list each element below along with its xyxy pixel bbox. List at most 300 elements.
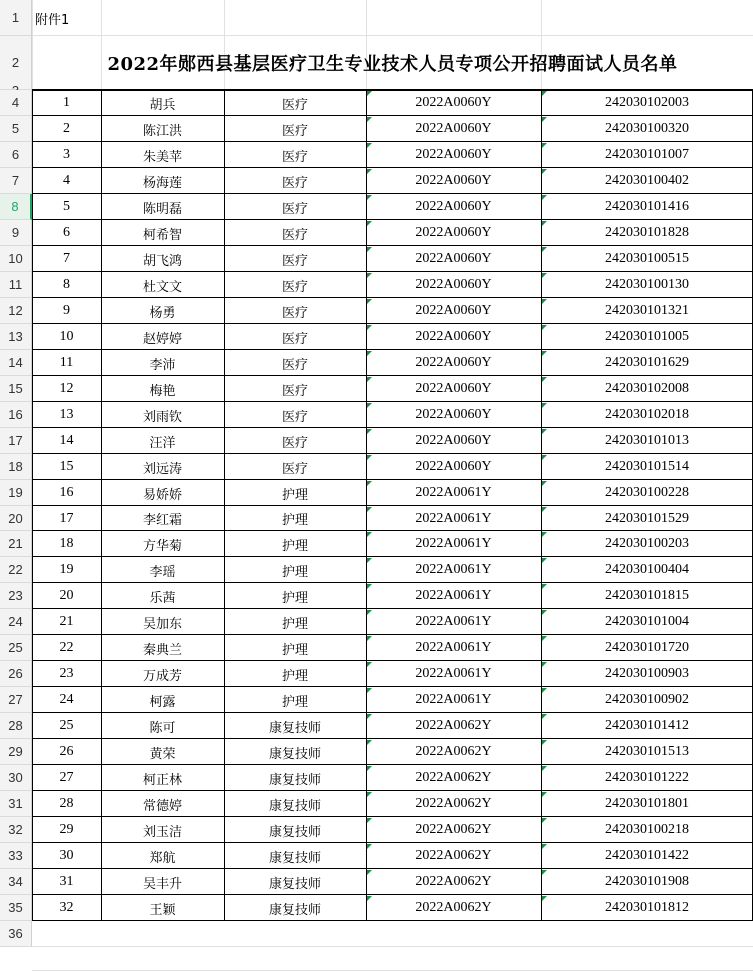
cell-indicator-icon bbox=[367, 896, 372, 901]
table-cell[interactable]: 2022A0062Y bbox=[415, 848, 492, 863]
row-header[interactable]: 10 bbox=[0, 246, 32, 272]
table-cell[interactable]: 242030101801 bbox=[605, 796, 689, 811]
cell-indicator-icon bbox=[367, 584, 372, 589]
table-cell[interactable]: 乐茜 bbox=[149, 590, 176, 606]
table-cell[interactable]: 护理 bbox=[281, 590, 308, 606]
table-cell[interactable]: 梅艳 bbox=[149, 383, 176, 399]
table-cell[interactable]: 王颖 bbox=[149, 902, 176, 918]
table-cell[interactable]: 2022A0061Y bbox=[415, 588, 492, 603]
table-cell[interactable]: 242030100404 bbox=[605, 562, 689, 577]
row-header[interactable]: 18 bbox=[0, 454, 32, 480]
table-cell[interactable]: 2022A0061Y bbox=[415, 666, 492, 681]
cell-indicator-icon bbox=[367, 481, 372, 486]
table-cell[interactable]: 5 bbox=[63, 199, 70, 214]
table-cell[interactable]: 康复技师 bbox=[268, 772, 321, 788]
table-border-vertical bbox=[224, 90, 225, 921]
row-header[interactable]: 27 bbox=[0, 687, 32, 713]
table-cell[interactable]: 242030100203 bbox=[605, 536, 689, 551]
table-cell[interactable]: 2022A0060Y bbox=[415, 303, 492, 318]
table-cell[interactable]: 32 bbox=[59, 900, 74, 915]
table-border-horizontal bbox=[32, 764, 753, 765]
table-border-vertical bbox=[101, 90, 102, 921]
table-cell[interactable]: 2022A0061Y bbox=[415, 536, 492, 551]
gridline-horizontal bbox=[32, 946, 753, 947]
table-cell[interactable]: 护理 bbox=[281, 487, 308, 503]
table-cell[interactable]: 医疗 bbox=[281, 435, 308, 451]
table-border-horizontal bbox=[32, 556, 753, 557]
cell-indicator-icon bbox=[542, 117, 547, 122]
cell-indicator-icon bbox=[367, 143, 372, 148]
cell-indicator-icon bbox=[542, 273, 547, 278]
table-cell[interactable]: 刘远涛 bbox=[142, 461, 182, 477]
table-cell[interactable]: 2022A0060Y bbox=[415, 277, 492, 292]
row-header[interactable]: 11 bbox=[0, 272, 32, 298]
table-border-horizontal bbox=[32, 349, 753, 350]
table-cell[interactable]: 2022A0062Y bbox=[415, 822, 492, 837]
cell-indicator-icon bbox=[542, 688, 547, 693]
table-cell[interactable]: 28 bbox=[59, 796, 74, 811]
cell-indicator-icon bbox=[542, 195, 547, 200]
cell-indicator-icon bbox=[367, 507, 372, 512]
row-header[interactable]: 12 bbox=[0, 298, 32, 324]
table-cell[interactable]: 医疗 bbox=[281, 357, 308, 373]
cell-indicator-icon bbox=[367, 818, 372, 823]
cell-indicator-icon bbox=[542, 740, 547, 745]
table-border-horizontal bbox=[32, 660, 753, 661]
table-cell[interactable]: 李瑶 bbox=[149, 564, 176, 580]
table-border-horizontal bbox=[32, 505, 753, 506]
row-header[interactable]: 19 bbox=[0, 480, 32, 506]
table-border-horizontal bbox=[32, 297, 753, 298]
table-cell[interactable]: 27 bbox=[59, 770, 74, 785]
table-border-horizontal bbox=[32, 401, 753, 402]
table-cell[interactable]: 11 bbox=[59, 355, 74, 370]
cell-indicator-icon bbox=[367, 299, 372, 304]
table-cell[interactable]: 26 bbox=[59, 744, 74, 759]
table-cell[interactable]: 护理 bbox=[281, 642, 308, 658]
table-cell[interactable]: 2022A0062Y bbox=[415, 796, 492, 811]
row-header[interactable]: 8 bbox=[0, 194, 32, 220]
table-cell[interactable]: 医疗 bbox=[281, 123, 308, 139]
table-cell[interactable]: 2022A0061Y bbox=[415, 562, 492, 577]
row-header[interactable]: 21 bbox=[0, 531, 32, 557]
table-border-horizontal bbox=[32, 868, 753, 869]
table-cell[interactable]: 242030101908 bbox=[605, 874, 689, 889]
table-cell[interactable]: 1 bbox=[63, 95, 70, 110]
row-header[interactable]: 1 bbox=[0, 0, 32, 36]
row-header[interactable]: 30 bbox=[0, 765, 32, 791]
table-cell[interactable]: 2022A0061Y bbox=[415, 485, 492, 500]
table-border-horizontal bbox=[32, 790, 753, 791]
table-cell[interactable]: 2022A0062Y bbox=[415, 718, 492, 733]
table-cell[interactable]: 黄荣 bbox=[149, 746, 176, 762]
cell-indicator-icon bbox=[367, 221, 372, 226]
table-cell[interactable]: 吴丰升 bbox=[142, 876, 182, 892]
table-cell[interactable]: 陈明磊 bbox=[142, 201, 182, 217]
table-cell[interactable]: 242030101007 bbox=[605, 147, 689, 162]
cell-indicator-icon bbox=[367, 740, 372, 745]
table-cell[interactable]: 万成芳 bbox=[142, 668, 182, 684]
row-header[interactable]: 33 bbox=[0, 843, 32, 869]
row-header[interactable]: 16 bbox=[0, 402, 32, 428]
table-cell[interactable]: 康复技师 bbox=[268, 720, 321, 736]
table-border-horizontal bbox=[32, 582, 753, 583]
cell-indicator-icon bbox=[542, 636, 547, 641]
table-cell[interactable]: 李红霜 bbox=[142, 513, 182, 528]
table-cell[interactable]: 刘雨钦 bbox=[142, 409, 182, 425]
table-cell[interactable]: 242030100218 bbox=[605, 822, 689, 837]
table-border-horizontal bbox=[32, 271, 753, 272]
table-cell[interactable]: 医疗 bbox=[281, 227, 308, 243]
row-header[interactable]: 35 bbox=[0, 895, 32, 921]
cell-indicator-icon bbox=[542, 403, 547, 408]
row-header[interactable]: 36 bbox=[0, 921, 32, 947]
cell-indicator-icon bbox=[367, 532, 372, 537]
row-header[interactable]: 26 bbox=[0, 661, 32, 687]
table-cell[interactable]: 康复技师 bbox=[268, 902, 321, 918]
cell-indicator-icon bbox=[542, 558, 547, 563]
row-header[interactable]: 28 bbox=[0, 713, 32, 739]
cell-indicator-icon bbox=[542, 455, 547, 460]
cell-indicator-icon bbox=[367, 844, 372, 849]
table-cell[interactable]: 杨海莲 bbox=[142, 175, 182, 191]
table-border-horizontal bbox=[32, 245, 753, 246]
table-cell[interactable]: 2022A0060Y bbox=[415, 251, 492, 266]
table-cell[interactable]: 10 bbox=[59, 329, 74, 344]
table-cell[interactable]: 18 bbox=[59, 536, 74, 551]
table-cell[interactable]: 2022A0060Y bbox=[415, 121, 492, 136]
cell-indicator-icon bbox=[542, 818, 547, 823]
table-border-vertical bbox=[32, 90, 33, 921]
table-cell[interactable]: 13 bbox=[59, 407, 74, 422]
cell-indicator-icon bbox=[367, 247, 372, 252]
table-cell[interactable]: 医疗 bbox=[281, 279, 308, 295]
cell-indicator-icon bbox=[542, 584, 547, 589]
table-cell[interactable]: 2022A0060Y bbox=[415, 433, 492, 448]
cell-indicator-icon bbox=[542, 507, 547, 512]
cell-indicator-icon bbox=[367, 662, 372, 667]
table-cell[interactable]: 医疗 bbox=[281, 97, 308, 113]
table-cell[interactable]: 19 bbox=[59, 562, 74, 577]
cell-indicator-icon bbox=[367, 91, 372, 96]
table-border-horizontal bbox=[32, 920, 753, 921]
table-border-horizontal bbox=[32, 219, 753, 220]
table-cell[interactable]: 2022A0060Y bbox=[415, 355, 492, 370]
table-cell[interactable]: 2022A0062Y bbox=[415, 900, 492, 915]
row-header[interactable]: 20 bbox=[0, 506, 32, 531]
cell-indicator-icon bbox=[367, 377, 372, 382]
table-cell[interactable]: 25 bbox=[59, 718, 74, 733]
table-cell[interactable]: 242030100903 bbox=[605, 666, 689, 681]
table-cell[interactable]: 242030101815 bbox=[605, 588, 689, 603]
table-cell[interactable]: 242030101005 bbox=[605, 329, 689, 344]
table-border-horizontal bbox=[32, 738, 753, 739]
table-cell[interactable]: 20 bbox=[59, 588, 74, 603]
table-border-horizontal bbox=[32, 894, 753, 895]
table-cell[interactable]: 31 bbox=[59, 874, 74, 889]
cell-indicator-icon bbox=[542, 429, 547, 434]
cell-indicator-icon bbox=[542, 896, 547, 901]
cell-indicator-icon bbox=[367, 195, 372, 200]
table-cell[interactable]: 242030100130 bbox=[605, 277, 689, 292]
table-cell[interactable]: 4 bbox=[63, 173, 70, 188]
table-cell[interactable]: 康复技师 bbox=[268, 850, 321, 866]
table-cell[interactable]: 242030101004 bbox=[605, 614, 689, 629]
table-cell[interactable]: 康复技师 bbox=[268, 798, 321, 814]
cell-indicator-icon bbox=[367, 117, 372, 122]
table-border-horizontal bbox=[32, 167, 753, 168]
table-border-horizontal bbox=[32, 530, 753, 531]
table-cell[interactable]: 242030101514 bbox=[605, 459, 689, 474]
cell-indicator-icon bbox=[367, 169, 372, 174]
row-header[interactable]: 31 bbox=[0, 791, 32, 817]
table-cell[interactable]: 9 bbox=[63, 303, 70, 318]
row-header[interactable]: 9 bbox=[0, 220, 32, 246]
table-cell[interactable]: 2022A0061Y bbox=[415, 640, 492, 655]
table-cell[interactable]: 医疗 bbox=[281, 305, 308, 321]
table-cell[interactable]: 赵婷婷 bbox=[142, 331, 182, 347]
table-border-horizontal bbox=[32, 323, 753, 324]
table-cell[interactable]: 2022A0060Y bbox=[415, 225, 492, 240]
cell-indicator-icon bbox=[542, 247, 547, 252]
table-cell[interactable]: 30 bbox=[59, 848, 74, 863]
table-cell[interactable]: 2022A0062Y bbox=[415, 874, 492, 889]
table-cell[interactable]: 242030101529 bbox=[605, 510, 689, 526]
cell-indicator-icon bbox=[367, 792, 372, 797]
table-cell[interactable]: 242030101720 bbox=[605, 640, 689, 655]
table-cell[interactable]: 2022A0060Y bbox=[415, 329, 492, 344]
table-border-horizontal bbox=[32, 816, 753, 817]
table-cell[interactable]: 2 bbox=[63, 121, 70, 136]
table-cell[interactable]: 李沛 bbox=[149, 357, 176, 373]
table-cell[interactable]: 17 bbox=[59, 510, 74, 526]
row-header[interactable]: 4 bbox=[0, 90, 32, 116]
table-cell[interactable]: 2022A0061Y bbox=[415, 614, 492, 629]
table-border-horizontal bbox=[32, 141, 753, 142]
row-header[interactable]: 23 bbox=[0, 583, 32, 609]
row-header[interactable]: 34 bbox=[0, 869, 32, 895]
table-cell[interactable]: 242030102003 bbox=[605, 95, 689, 110]
table-border-vertical bbox=[541, 90, 542, 921]
table-cell[interactable]: 242030101013 bbox=[605, 433, 689, 448]
table-cell[interactable]: 242030101513 bbox=[605, 744, 689, 759]
cell-indicator-icon bbox=[542, 169, 547, 174]
table-cell[interactable]: 2022A0062Y bbox=[415, 744, 492, 759]
table-border-horizontal bbox=[32, 375, 753, 376]
table-cell[interactable]: 秦典兰 bbox=[142, 642, 182, 658]
table-border-horizontal bbox=[32, 115, 753, 116]
table-cell[interactable]: 朱美苹 bbox=[142, 149, 182, 165]
table-cell[interactable]: 医疗 bbox=[281, 331, 308, 347]
cell-indicator-icon bbox=[542, 662, 547, 667]
table-cell[interactable]: 2022A0061Y bbox=[415, 510, 492, 526]
row-header[interactable]: 14 bbox=[0, 350, 32, 376]
table-border-horizontal bbox=[32, 634, 753, 635]
table-cell[interactable]: 2022A0060Y bbox=[415, 407, 492, 422]
row-header[interactable]: 29 bbox=[0, 739, 32, 765]
row-header[interactable]: 22 bbox=[0, 557, 32, 583]
table-cell[interactable]: 胡飞鸿 bbox=[142, 253, 182, 269]
table-cell[interactable]: 医疗 bbox=[281, 201, 308, 217]
table-cell[interactable]: 24 bbox=[59, 692, 74, 707]
cell-indicator-icon bbox=[367, 351, 372, 356]
table-cell[interactable]: 杨勇 bbox=[149, 305, 176, 321]
table-cell[interactable]: 柯正林 bbox=[142, 772, 182, 788]
table-cell[interactable]: 242030102008 bbox=[605, 381, 689, 396]
table-cell[interactable]: 医疗 bbox=[281, 383, 308, 399]
table-cell[interactable]: 2022A0060Y bbox=[415, 381, 492, 396]
table-cell[interactable]: 242030101422 bbox=[605, 848, 689, 863]
table-cell[interactable]: 吴加东 bbox=[142, 616, 182, 632]
row-header[interactable]: 13 bbox=[0, 324, 32, 350]
table-cell[interactable]: 22 bbox=[59, 640, 74, 655]
cell-indicator-icon bbox=[367, 273, 372, 278]
table-cell[interactable]: 21 bbox=[59, 614, 74, 629]
cell-indicator-icon bbox=[542, 143, 547, 148]
row-header[interactable]: 25 bbox=[0, 635, 32, 661]
table-cell[interactable]: 郑航 bbox=[149, 850, 176, 866]
table-cell[interactable]: 8 bbox=[63, 277, 70, 292]
table-cell[interactable]: 6 bbox=[63, 225, 70, 240]
table-border-horizontal bbox=[32, 89, 753, 90]
cell-indicator-icon bbox=[542, 844, 547, 849]
cell-indicator-icon bbox=[542, 299, 547, 304]
table-cell[interactable]: 12 bbox=[59, 381, 74, 396]
table-cell[interactable]: 2022A0061Y bbox=[415, 692, 492, 707]
row-header[interactable]: 15 bbox=[0, 376, 32, 402]
table-cell[interactable]: 常德婷 bbox=[142, 798, 182, 814]
cell-indicator-icon bbox=[367, 870, 372, 875]
row-header[interactable]: 2 bbox=[0, 36, 32, 90]
cell-indicator-icon bbox=[367, 636, 372, 641]
cell-indicator-icon bbox=[542, 870, 547, 875]
table-cell[interactable]: 康复技师 bbox=[268, 824, 321, 840]
table-cell[interactable]: 汪洋 bbox=[149, 435, 176, 451]
table-border-vertical bbox=[366, 90, 367, 921]
cell-indicator-icon bbox=[367, 455, 372, 460]
table-cell[interactable]: 柯希智 bbox=[142, 227, 182, 243]
table-cell[interactable]: 2022A0060Y bbox=[415, 459, 492, 474]
table-cell[interactable]: 医疗 bbox=[281, 461, 308, 477]
table-cell[interactable]: 242030100228 bbox=[605, 485, 689, 500]
table-cell[interactable]: 胡兵 bbox=[149, 97, 176, 113]
table-border-horizontal bbox=[32, 479, 753, 480]
table-cell[interactable]: 康复技师 bbox=[268, 876, 321, 892]
table-cell[interactable]: 242030101812 bbox=[605, 900, 689, 915]
cell-indicator-icon bbox=[542, 351, 547, 356]
table-cell[interactable]: 护理 bbox=[281, 513, 308, 528]
table-cell[interactable]: 康复技师 bbox=[268, 746, 321, 762]
table-cell[interactable]: 易娇娇 bbox=[142, 487, 182, 503]
cell-indicator-icon bbox=[542, 481, 547, 486]
table-border-horizontal bbox=[32, 427, 753, 428]
table-cell[interactable]: 242030100402 bbox=[605, 173, 689, 188]
table-cell[interactable]: 7 bbox=[63, 251, 70, 266]
table-cell[interactable]: 陈江洪 bbox=[142, 123, 182, 139]
table-cell[interactable]: 护理 bbox=[281, 694, 308, 710]
cell-indicator-icon bbox=[542, 325, 547, 330]
cell-indicator-icon bbox=[542, 610, 547, 615]
table-cell[interactable]: 2022A0060Y bbox=[415, 147, 492, 162]
table-border-horizontal bbox=[32, 608, 753, 609]
table-cell[interactable]: 242030101412 bbox=[605, 718, 689, 733]
cell-indicator-icon bbox=[542, 792, 547, 797]
row-header[interactable]: 6 bbox=[0, 142, 32, 168]
row-header[interactable]: 32 bbox=[0, 817, 32, 843]
table-border-horizontal bbox=[32, 193, 753, 194]
table-cell[interactable]: 242030100515 bbox=[605, 251, 689, 266]
table-cell[interactable]: 23 bbox=[59, 666, 74, 681]
sheet-title[interactable]: 2022年郧西县基层医疗卫生专业技术人员专项公开招聘面试人员名单 bbox=[107, 54, 678, 75]
table-cell[interactable]: 3 bbox=[63, 147, 70, 162]
table-cell[interactable]: 242030101629 bbox=[605, 355, 689, 370]
table-cell[interactable]: 护理 bbox=[281, 616, 308, 632]
table-cell[interactable]: 16 bbox=[59, 485, 74, 500]
row-header[interactable]: 5 bbox=[0, 116, 32, 142]
table-cell[interactable]: 242030100320 bbox=[605, 121, 689, 136]
row-header[interactable]: 7 bbox=[0, 168, 32, 194]
table-cell[interactable]: 柯露 bbox=[149, 694, 176, 710]
table-cell[interactable]: 刘玉洁 bbox=[142, 824, 182, 840]
table-border-horizontal bbox=[32, 686, 753, 687]
cell-indicator-icon bbox=[367, 714, 372, 719]
table-cell[interactable]: 方华菊 bbox=[142, 538, 182, 554]
cell-indicator-icon bbox=[367, 558, 372, 563]
cell-indicator-icon bbox=[367, 766, 372, 771]
table-cell[interactable]: 医疗 bbox=[281, 175, 308, 191]
table-cell[interactable]: 242030101222 bbox=[605, 770, 689, 785]
table-cell[interactable]: 242030101416 bbox=[605, 199, 689, 214]
table-cell[interactable]: 242030101828 bbox=[605, 225, 689, 240]
table-border-horizontal bbox=[32, 453, 753, 454]
table-cell[interactable]: 242030101321 bbox=[605, 303, 689, 318]
table-cell[interactable]: 杜文文 bbox=[142, 279, 182, 295]
table-cell[interactable]: 14 bbox=[59, 433, 74, 448]
table-cell[interactable]: 242030100902 bbox=[605, 692, 689, 707]
table-cell[interactable]: 2022A0060Y bbox=[415, 173, 492, 188]
table-cell[interactable]: 2022A0060Y bbox=[415, 199, 492, 214]
table-cell[interactable]: 医疗 bbox=[281, 253, 308, 269]
table-cell[interactable]: 242030102018 bbox=[605, 407, 689, 422]
table-cell[interactable]: 2022A0062Y bbox=[415, 770, 492, 785]
table-cell[interactable]: 15 bbox=[59, 459, 74, 474]
row-header[interactable]: 24 bbox=[0, 609, 32, 635]
table-cell[interactable]: 医疗 bbox=[281, 409, 308, 425]
cell-indicator-icon bbox=[367, 325, 372, 330]
table-border-horizontal bbox=[32, 90, 753, 91]
table-cell[interactable]: 29 bbox=[59, 822, 74, 837]
cell-indicator-icon bbox=[542, 221, 547, 226]
table-cell[interactable]: 护理 bbox=[281, 668, 308, 684]
cell-indicator-icon bbox=[367, 429, 372, 434]
table-cell[interactable]: 2022A0060Y bbox=[415, 95, 492, 110]
row-header[interactable]: 17 bbox=[0, 428, 32, 454]
table-cell[interactable]: 陈可 bbox=[149, 720, 176, 736]
cell-indicator-icon bbox=[542, 714, 547, 719]
cell-indicator-icon bbox=[542, 766, 547, 771]
annex-label-cell[interactable]: 附件1 bbox=[35, 12, 70, 28]
cell-indicator-icon bbox=[367, 403, 372, 408]
cell-indicator-icon bbox=[367, 688, 372, 693]
cell-indicator-icon bbox=[542, 91, 547, 96]
cell-indicator-icon bbox=[542, 532, 547, 537]
table-cell[interactable]: 护理 bbox=[281, 564, 308, 580]
table-border-horizontal bbox=[32, 842, 753, 843]
table-border-horizontal bbox=[32, 712, 753, 713]
table-cell[interactable]: 医疗 bbox=[281, 149, 308, 165]
table-cell[interactable]: 护理 bbox=[281, 538, 308, 554]
cell-indicator-icon bbox=[542, 377, 547, 382]
